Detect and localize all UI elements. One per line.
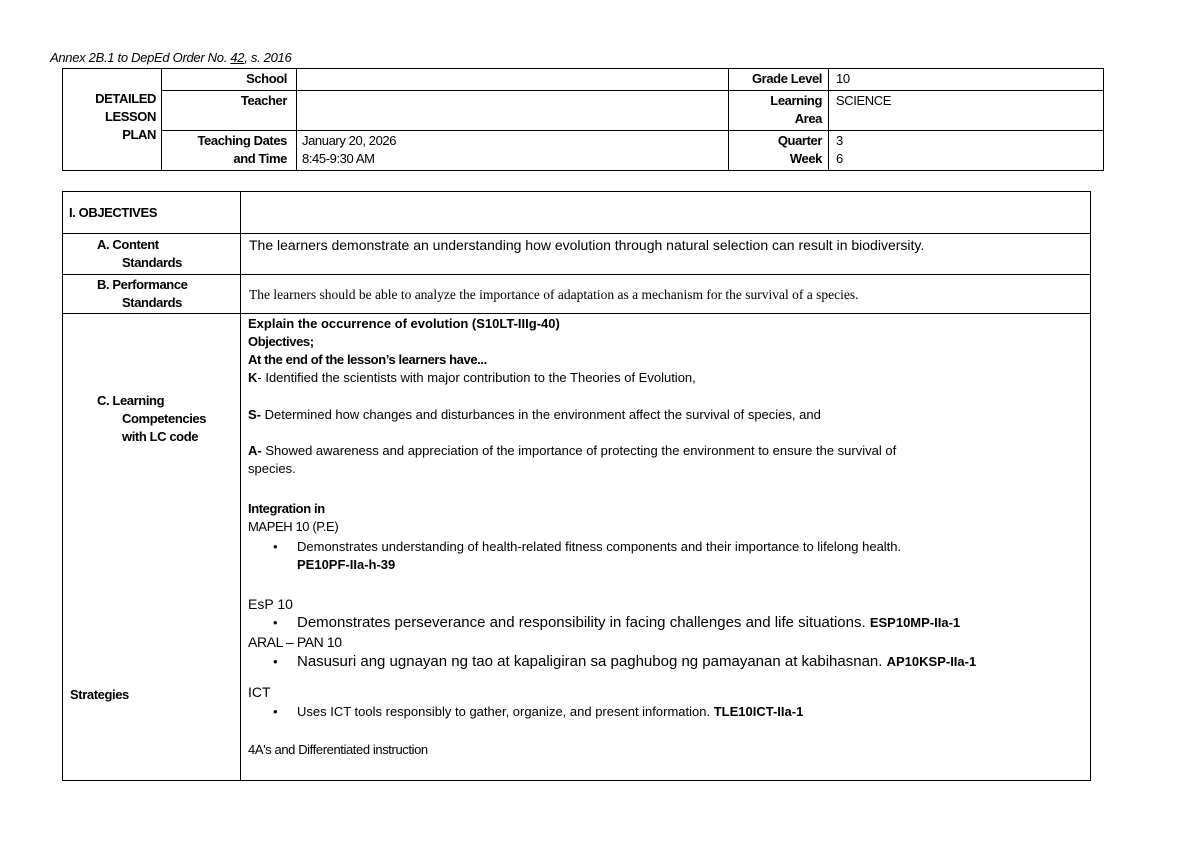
plan-title: DETAILED LESSON PLAN (95, 91, 156, 142)
lc-heading: Explain the occurrence of evolution (S10LT-IIIg-40) (248, 316, 560, 331)
learning-area-value[interactable]: SCIENCE (836, 93, 891, 108)
performance-standards-text: The learners should be able to analyze the importance of adaptation as a mechanism for the survival of a species. (249, 287, 859, 302)
performance-standards-label: B. Performance Standards (97, 277, 188, 310)
mapeh-label: MAPEH 10 (P.E) (248, 519, 339, 534)
objective-attitude: A- Showed awareness and appreciation of the importance of protecting the environment to ensure the survival of species. (248, 443, 897, 476)
ap-label: ARAL – PAN 10 (248, 634, 342, 650)
annex-reference (50, 50, 291, 65)
esp-label: EsP 10 (248, 596, 293, 612)
teaching-dates-value[interactable]: January 20, 2026 8:45-9:30 AM (302, 133, 397, 166)
strategies-label: Strategies (70, 687, 129, 702)
learning-competencies-label: C. Learning Competencies with LC code (97, 393, 207, 444)
school-label: School (246, 71, 287, 86)
content-standards-text: The learners demonstrate an understanding how evolution through natural selection can result in biodiversity. (249, 237, 925, 253)
teaching-dates-label: Teaching Dates and Time (197, 133, 287, 166)
objective-knowledge: K- Identified the scientists with major contribution to the Theories of Evolution, (248, 370, 696, 385)
quarter-week-value[interactable]: 3 6 (836, 133, 843, 166)
integration-heading: Integration in (248, 501, 325, 516)
objectives-heading: Objectives; (248, 334, 314, 349)
learning-area-label: Learning Area (770, 93, 822, 126)
teacher-label: Teacher (240, 93, 287, 108)
grade-level-value[interactable]: 10 (836, 71, 850, 86)
quarter-week-label: Quarter Week (777, 133, 822, 166)
strategy-text: 4A's and Differentiated instruction (248, 742, 428, 757)
objective-skill: S- Determined how changes and disturbances in the environment affect the survival of species, and (248, 407, 821, 422)
grade-level-label: Grade Level (751, 71, 822, 86)
annex-number: 42 (230, 50, 245, 65)
annex-suffix: , s. 2016 (244, 50, 292, 65)
annex-prefix: Annex 2B.1 to DepEd Order No. (50, 50, 231, 65)
end-of-lesson-heading: At the end of the lesson’s learners have... (248, 352, 487, 367)
objectives-title: I. OBJECTIVES (69, 205, 157, 220)
ict-label: ICT (248, 684, 271, 700)
objectives-table: I. OBJECTIVES A. Content Standards The learners demonstrate an understanding how evolution through natural selection can result in biodiversity. B. Performance Standards The learners should be able to analyze the importance of adaptation as a mechanism for the survival of a species. C. Learning Competencies with LC code Strategies Explain the occurrence of evolution (S10LT-IIIg-40) Objectives; At the end of the lesson’s learners have... K- Identified the scientists with major contribution to the Theories of Evolution, S- Determined how changes and disturbances in the environment affect the survival of species, and A- Showed awareness and appreciation of the importance of protecting the environment to ensure the survival of species. Integration in MAPEH 10 (P.E) • Demonstrates understanding of health-related fitness components and their importance to lifelong health. PE10PF-IIa-h-39 EsP 10 • Demonstrates perseverance and responsibility in facing challenges and life situations. ESP10MP-IIa-1 ARAL – PAN 10 • Nasusuri ang ugnayan ng tao at kapaligiran sa paghubog ng pamayanan at kabihasnan. AP10KSP-IIa-1 ICT • Uses ICT tools responsibly to gather, organize, and present information. TLE10ICT-IIa-1 4A's and Differentiated instruction (62, 191, 1091, 781)
header-table (62, 68, 1104, 171)
content-standards-label: A. Content Standards (97, 237, 182, 270)
